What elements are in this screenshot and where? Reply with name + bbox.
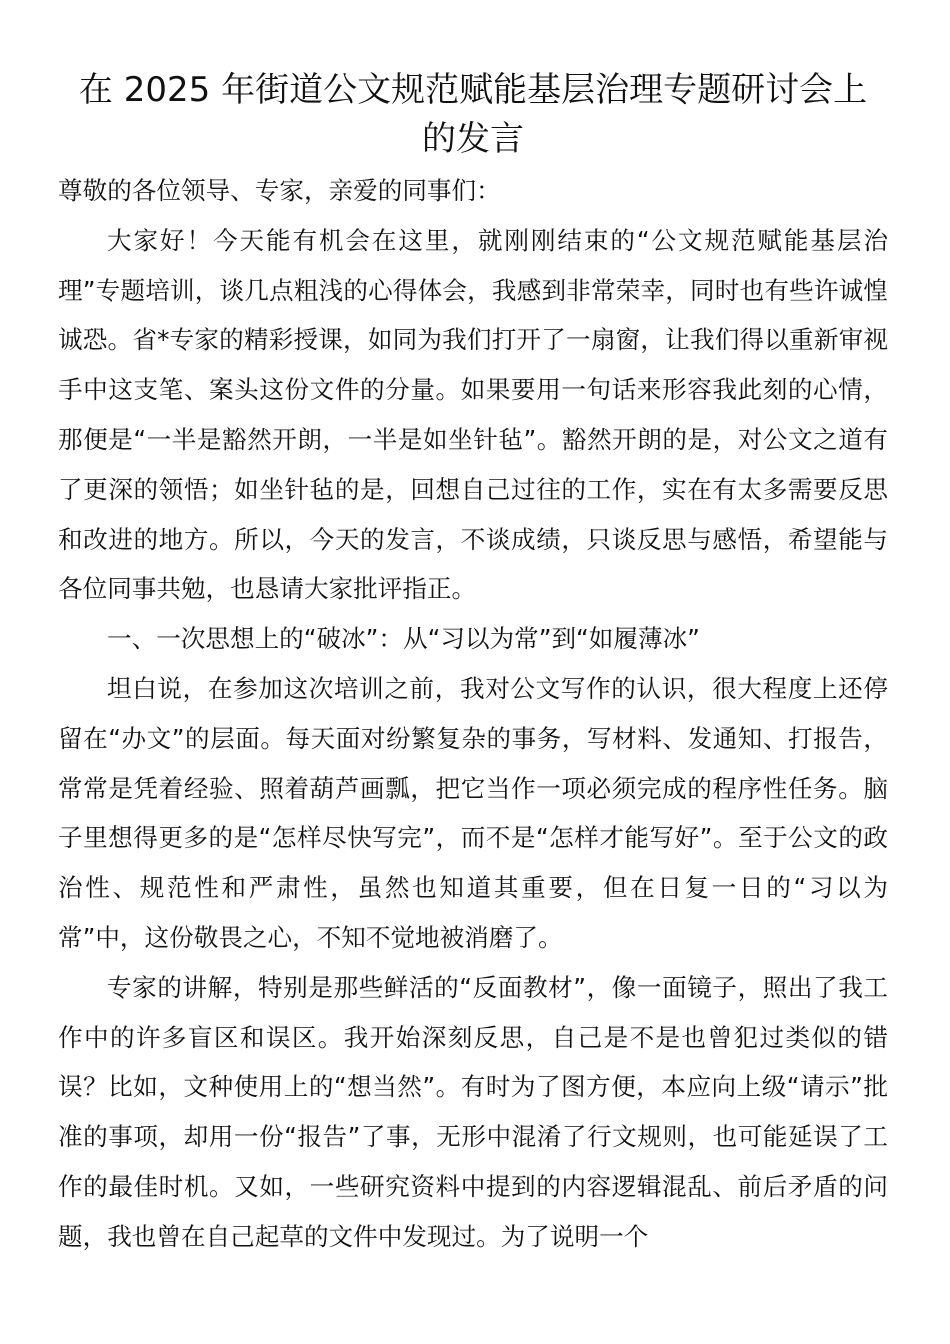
- salutation: 尊敬的各位领导、专家，亲爱的同事们：: [58, 176, 501, 205]
- document-title: 在 2025 年街道公文规范赋能基层治理专题研讨会上的发言: [78, 70, 868, 159]
- section-heading-1: 一、一次思想上的“破冰”：从“习以为常”到“如履薄冰”: [107, 624, 700, 654]
- paragraph-reflection: 坦白说，在参加这次培训之前，我对公文写作的认识，很大程度上还停留在“办文”的层面。每天面对纷繁复杂的事务，写材料、发通知、打报告，常常是凭着经验、照着葫芦画瓢，把它当作一项必须完成的程序性任务。脑子里想得更多的是“怎样尽快写完”，而不是“怎样才能写好”。至于公文的政治性、规范性和严肃性，虽然也知道其重要，但在日复一日的“习以为常”中，这份敬畏之心，不知不觉地被消磨了。: [58, 673, 888, 952]
- paragraph-opening: 大家好！今天能有机会在这里，就刚刚结束的“公文规范赋能基层治理”专题培训，谈几点粗浅的心得体会，我感到非常荣幸，同时也有些许诚惶诚恐。省*专家的精彩授课，如同为我们打开了一扇窗，让我们得以重新审视手中这支笔、案头这份文件的分量。如果要用一句话来形容我此刻的心情，那便是“一半是豁然开朗，一半是如坐针毡”。豁然开朗的是，对公文之道有了更深的领悟；如坐针毡的是，回想自己过往的工作，实在有太多需要反思和改进的地方。所以，今天的发言，不谈成绩，只谈反思与感悟，希望能与各位同事共勉，也恳请大家批评指正。: [58, 225, 888, 604]
- paragraph-expert-lecture: 专家的讲解，特别是那些鲜活的“反面教材”，像一面镜子，照出了我工作中的许多盲区和误区。我开始深刻反思，自己是不是也曾犯过类似的错误？比如，文种使用上的“想当然”。有时为了图方便，本应向上级“请示”批准的事项，却用一份“报告”了事，无形中混淆了行文规则，也可能延误了工作的最佳时机。又如，一些研究资料中提到的内容逻辑混乱、前后矛盾的问题，我也曾在自己起草的文件中发现过。为了说明一个: [58, 972, 888, 1251]
